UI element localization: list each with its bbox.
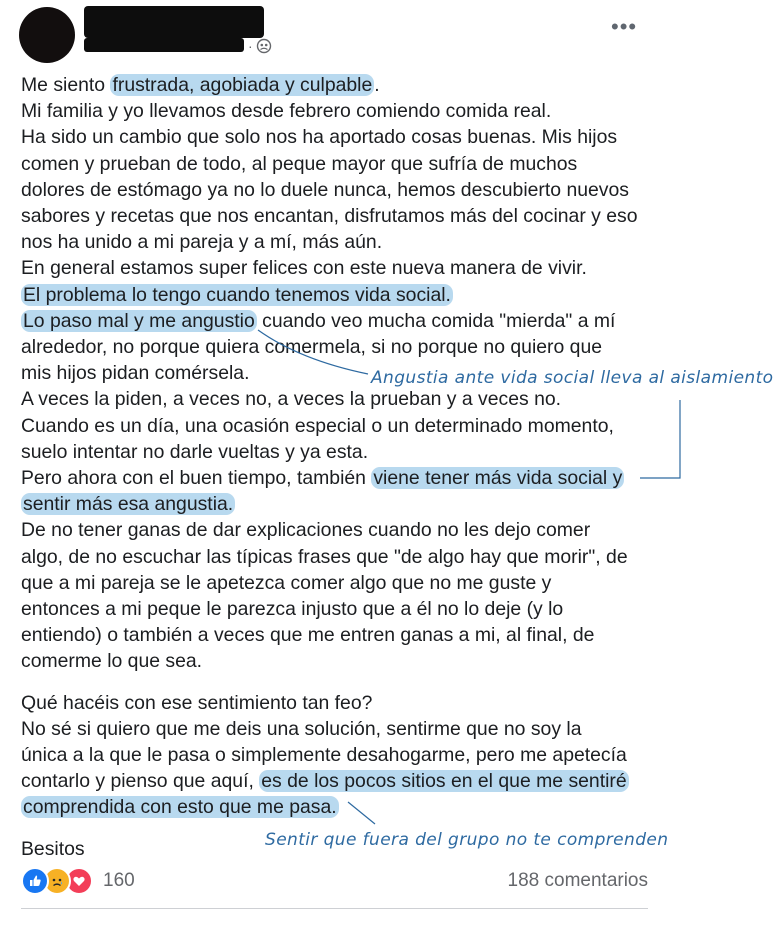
post-text-segment: nos ha unido a mi pareja y a mí, más aún.: [21, 231, 383, 254]
post-text-segment: Besitos: [21, 837, 85, 860]
post-line: [21, 308, 661, 334]
post-line: [21, 124, 661, 150]
like-icon: [21, 867, 49, 895]
highlighted-text: comprendida con esto que me pasa.: [23, 796, 337, 819]
post-line: [21, 282, 661, 308]
redacted-post-meta: [84, 38, 244, 52]
post-line: [21, 570, 661, 596]
post-line: [21, 794, 661, 820]
post-text-segment: No sé si quiero que me deis una solución, sentirme que no soy la: [21, 717, 582, 740]
post-text-segment: Mi familia y yo llevamos desde febrero comiendo comida real.: [21, 100, 552, 123]
annotation-isolation: Angustia ante vida social lleva al aislamiento: [371, 368, 774, 388]
post-line: [21, 151, 661, 177]
post-line: [21, 544, 661, 570]
post-text-segment: contarlo y pienso que aquí,: [21, 770, 260, 793]
highlighted-text: sentir más esa angustia.: [23, 493, 234, 516]
post-text-segment: A veces la piden, a veces no, a veces la prueban y a veces no.: [21, 388, 562, 411]
more-options-icon[interactable]: •••: [611, 14, 638, 39]
post-line: [21, 596, 661, 622]
post-text-segment: cuando veo mucha comida "mierda" a mí: [256, 309, 616, 332]
post-line: [21, 177, 661, 203]
post-text: [21, 72, 661, 862]
post-line: [21, 648, 661, 674]
post-text-segment: Ha sido un cambio que solo nos ha aportado cosas buenas. Mis hijos: [21, 126, 618, 149]
post-text-segment: Cuando es un día, una ocasión especial o un determinado momento,: [21, 414, 614, 437]
post-line: [21, 386, 661, 412]
footer-divider: [21, 908, 648, 909]
post-text-segment: mis hijos pidan comérsela.: [21, 362, 250, 385]
post-text-segment: En general estamos super felices con este nueva manera de vivir.: [21, 257, 587, 280]
reactions-bar[interactable]: [21, 866, 135, 896]
post-line: [21, 203, 661, 229]
post-text-segment: entonces a mi peque le parezca injusto que a él no lo deje (y lo: [21, 598, 564, 621]
redacted-author-name: [84, 6, 264, 38]
post-text-segment: entiendo) o también a veces que me entren ganas a mi, al final, de: [21, 624, 595, 647]
privacy-group-icon[interactable]: [256, 38, 272, 54]
post-line: [21, 465, 661, 491]
profile-avatar[interactable]: [19, 7, 75, 63]
post-line: [21, 768, 661, 794]
post-text-segment: única a la que le pasa o simplemente desahogarme, pero me apetecía: [21, 744, 627, 767]
post-text-segment: que a mi pareja se le apetezca comer algo que no me guste y: [21, 571, 552, 594]
post-text-segment: suelo intentar no darle vueltas y ya esta.: [21, 440, 369, 463]
post-line: [21, 98, 661, 124]
post-text-segment: Qué hacéis con ese sentimiento tan feo?: [21, 691, 373, 714]
post-line: [21, 334, 661, 360]
post-line: [21, 517, 661, 543]
post-line: [21, 413, 661, 439]
reaction-count: 160: [103, 870, 135, 891]
post-line: [21, 255, 661, 281]
post-line: [21, 491, 661, 517]
post-line: [21, 690, 661, 716]
post-text-segment: De no tener ganas de dar explicaciones cuando no les dejo comer: [21, 519, 591, 542]
post-text-segment: comerme lo que sea.: [21, 650, 203, 673]
post-text-segment: algo, de no escuchar las típicas frases que "de algo hay que morir", de: [21, 545, 628, 568]
post-text-segment: comen y prueban de todo, al peque mayor que sufría de muchos: [21, 152, 578, 175]
post-line: [21, 716, 661, 742]
post-line: [21, 439, 661, 465]
post-text-segment: alrededor, no porque quiera comermela, si no porque no quiero que: [21, 336, 603, 359]
meta-separator: ·: [248, 38, 253, 54]
highlighted-text: es de los pocos sitios en el que me sentiré: [261, 770, 627, 793]
highlighted-text: El problema lo tengo cuando tenemos vida social.: [23, 283, 451, 306]
highlighted-text: viene tener más vida social y: [373, 467, 623, 490]
post-text-segment: .: [374, 74, 380, 96]
comments-count-link[interactable]: 188 comentarios: [507, 870, 648, 891]
highlighted-text: Lo paso mal y me angustio: [23, 309, 255, 332]
post-line: [21, 622, 661, 648]
post-text-segment: Me siento: [21, 74, 111, 96]
post-text-segment: sabores y recetas que nos encantan, disfrutamos más del cocinar y eso: [21, 205, 638, 228]
post-text-segment: dolores de estómago ya no lo duele nunca, hemos descubierto nuevos: [21, 178, 629, 201]
post-text-segment: Pero ahora con el buen tiempo, también: [21, 467, 372, 490]
post-line: [21, 72, 661, 98]
annotation-understanding: Sentir que fuera del grupo no te comprenden: [265, 830, 669, 850]
post-line: [21, 742, 661, 768]
post-line: [21, 229, 661, 255]
highlighted-text: frustrada, agobiada y culpable: [112, 74, 373, 96]
